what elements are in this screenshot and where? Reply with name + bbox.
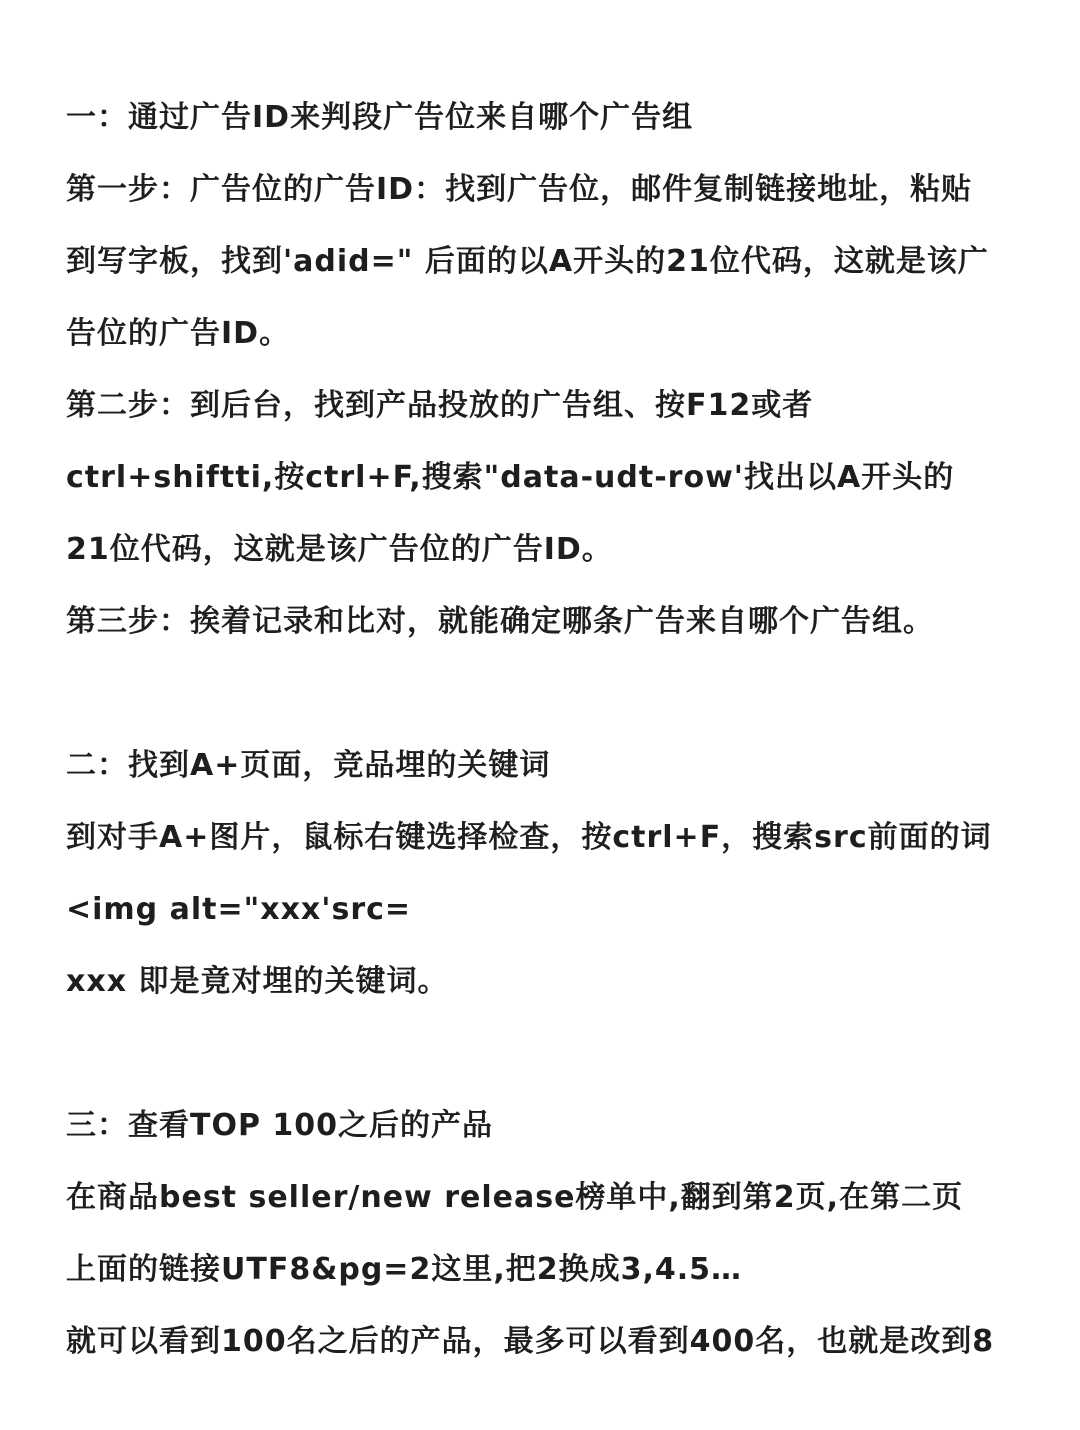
step-2-line-2: ctrl+shiftti,按ctrl+F,搜索"data-udt-row'找出以A开头的 [66,460,955,495]
section-3-line-2: 上面的链接UTF8&pg=2这里,把2换成3,4.5… [66,1252,742,1287]
step-1-line-1: 第一步：广告位的广告ID：找到广告位，邮件复制链接地址，粘贴 [66,172,973,207]
section-3-line-3: 就可以看到100名之后的产品，最多可以看到400名，也就是改到8 [66,1324,995,1359]
section-2-line-1: 到对手A+图片，鼠标右键选择检查，按ctrl+F，搜索src前面的词 [66,820,992,855]
step-2-line-3: 21位代码，这就是该广告位的广告ID。 [66,532,613,567]
section-spacer [66,1018,1020,1090]
step-3-line: 第三步：挨着记录和比对，就能确定哪条广告来自哪个广告组。 [66,604,934,639]
section-2-line-3: xxx 即是竟对埋的关键词。 [66,964,449,999]
section-3-heading: 三：查看TOP 100之后的产品 [66,1108,494,1143]
step-2-line-1: 第二步：到后台，找到产品投放的广告组、按F12或者 [66,388,814,423]
section-2-heading: 二：找到A+页面，竞品埋的关键词 [66,748,551,783]
step-1-line-2: 到写字板，找到'adid=" 后面的以A开头的21位代码，这就是该广 [66,244,989,279]
step-1-line-3: 告位的广告ID。 [66,316,291,351]
section-spacer [66,658,1020,730]
section-1-heading: 一：通过广告ID来判段广告位来自哪个广告组 [66,100,694,135]
section-3-line-1: 在商品best seller/new release榜单中,翻到第2页,在第二页 [66,1180,964,1215]
section-2-line-2: <img alt="xxx'src= [66,892,412,927]
